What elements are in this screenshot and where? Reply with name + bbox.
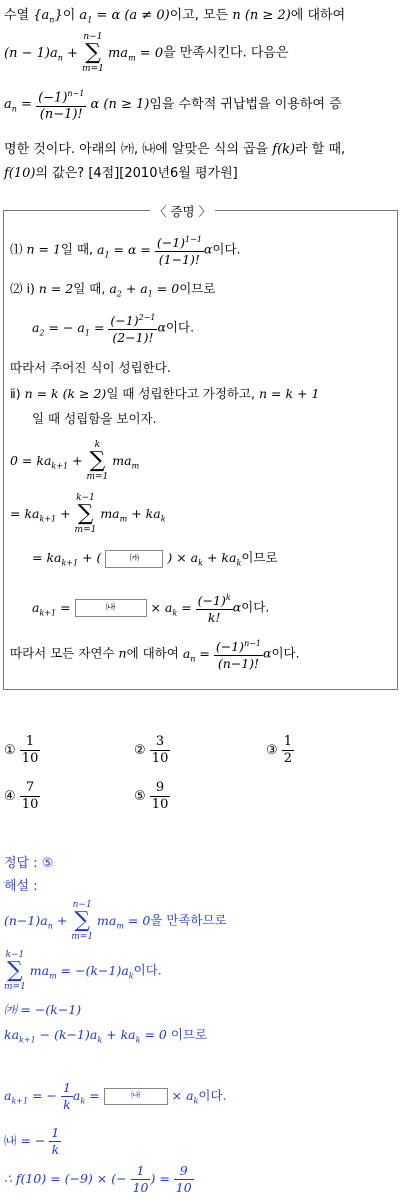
explanation-line-4: $ka_{k+1} - (k-1)a_k + ka_k = 0$ 이므로	[4, 1027, 208, 1045]
choice-5[interactable]: ⑤ $\frac{9}{10}$	[134, 780, 169, 812]
blank-na: ㈏	[75, 599, 147, 617]
problem-line-3: $a_n$ = $\frac{(-1)^{n-1}}{(n-1)!}$ α (n ≥ 1)임을 수학적 귀납법을 이용하여 증	[4, 86, 342, 123]
problem-line-1: 수열 $\{a_n\}$이 $a_1 = \alpha$ (a ≠ 0)이고, 모든 n (n ≥ 2)에 대하여	[4, 8, 346, 25]
explanation-label: 해설 :	[4, 879, 38, 894]
choice-3[interactable]: ③ $\frac{1}{2}$	[266, 734, 293, 766]
proof-step-5: ⅱ) n = k (k ≥ 2)일 때 성립한다고 가정하고, n = k + 1	[10, 386, 320, 401]
proof-eq-4: $a_{k+1}$ = ㈏ × $a_k$ = $\frac{(-1)^k}{k!}$ α이다.	[32, 590, 269, 626]
proof-eq-2: = $ka_{k+1} + k-1$ ∑ m=1 $ma_m + ka_k$	[10, 493, 166, 535]
proof-step-1: ⑴ n = 1일 때, $a_1 = \alpha$ = $\frac{(-1)^{1-1}}{(1-1)!}$ α이다.	[10, 232, 241, 268]
choice-2[interactable]: ② $\frac{3}{10}$	[134, 734, 169, 766]
answer-label: 정답 : ⑤	[4, 856, 54, 871]
explanation-line-3: ㈎ = −(k−1)	[4, 1002, 82, 1017]
proof-step-6: 일 때 성립함을 보이자.	[32, 411, 157, 426]
proof-title: 〈 증명 〉	[150, 202, 215, 220]
proof-step-3: $a_2$ = − $a_1$ = $\frac{(-1)^{2-1}}{(2-1)!}$ α이다.	[32, 310, 194, 346]
proof-step-4: 따라서 주어진 식이 성립한다.	[10, 360, 171, 375]
proof-eq-3: = $ka_{k+1}$ + ( ㈎ ) × $a_k + ka_k$이므로	[32, 550, 278, 568]
blank-ga: ㈎	[105, 550, 163, 568]
explanation-line-5: $a_{k+1}$ = − $\frac{1}{k}$ $a_k$ = ㈏ × $a_k$이다.	[4, 1080, 227, 1112]
explain-blank-na: ㈏	[104, 1088, 168, 1105]
choice-4[interactable]: ④ $\frac{7}{10}$	[4, 780, 39, 812]
explanation-line-2: k−1 ∑ m=1 $ma_m = -(k-1)a_k$이다.	[4, 950, 162, 992]
problem-line-2: $(n - 1)a_n + n-1$ ∑ m=1 $ma_m = 0$을 만족시킨다. 다음은	[4, 32, 289, 74]
proof-eq-1: $0 = ka_{k+1} + k$ ∑ m=1 $ma_m$	[10, 440, 140, 482]
proof-conclusion: 따라서 모든 자연수 n에 대하여 $a_n$ = $\frac{(-1)^{n-1}}{(n-1)!}$ α이다.	[10, 636, 300, 672]
explanation-line-1: $(n-1)a_n + n-1$ ∑ m=1 $ma_m = 0$을 만족하므로	[4, 900, 227, 942]
choice-1[interactable]: ① $\frac{1}{10}$	[4, 734, 39, 766]
problem-line-4: 명한 것이다. 아래의 ㈎, ㈏에 알맞은 식의 곱을 f(k)라 할 때,	[4, 142, 346, 157]
explanation-line-6: ㈏ = − $\frac{1}{k}$	[4, 1125, 60, 1157]
explanation-line-7: ∴ f(10) = (−9) × (− $\frac{1}{10}$ ) = $\frac{9}{10}$	[4, 1163, 192, 1195]
problem-line-5: f(10)의 값은? [4점][2010년6월 평가원]	[4, 166, 238, 181]
proof-step-2: ⑵ ⅰ) n = 2일 때, $a_2 + a_1 = 0$이므로	[10, 281, 216, 299]
